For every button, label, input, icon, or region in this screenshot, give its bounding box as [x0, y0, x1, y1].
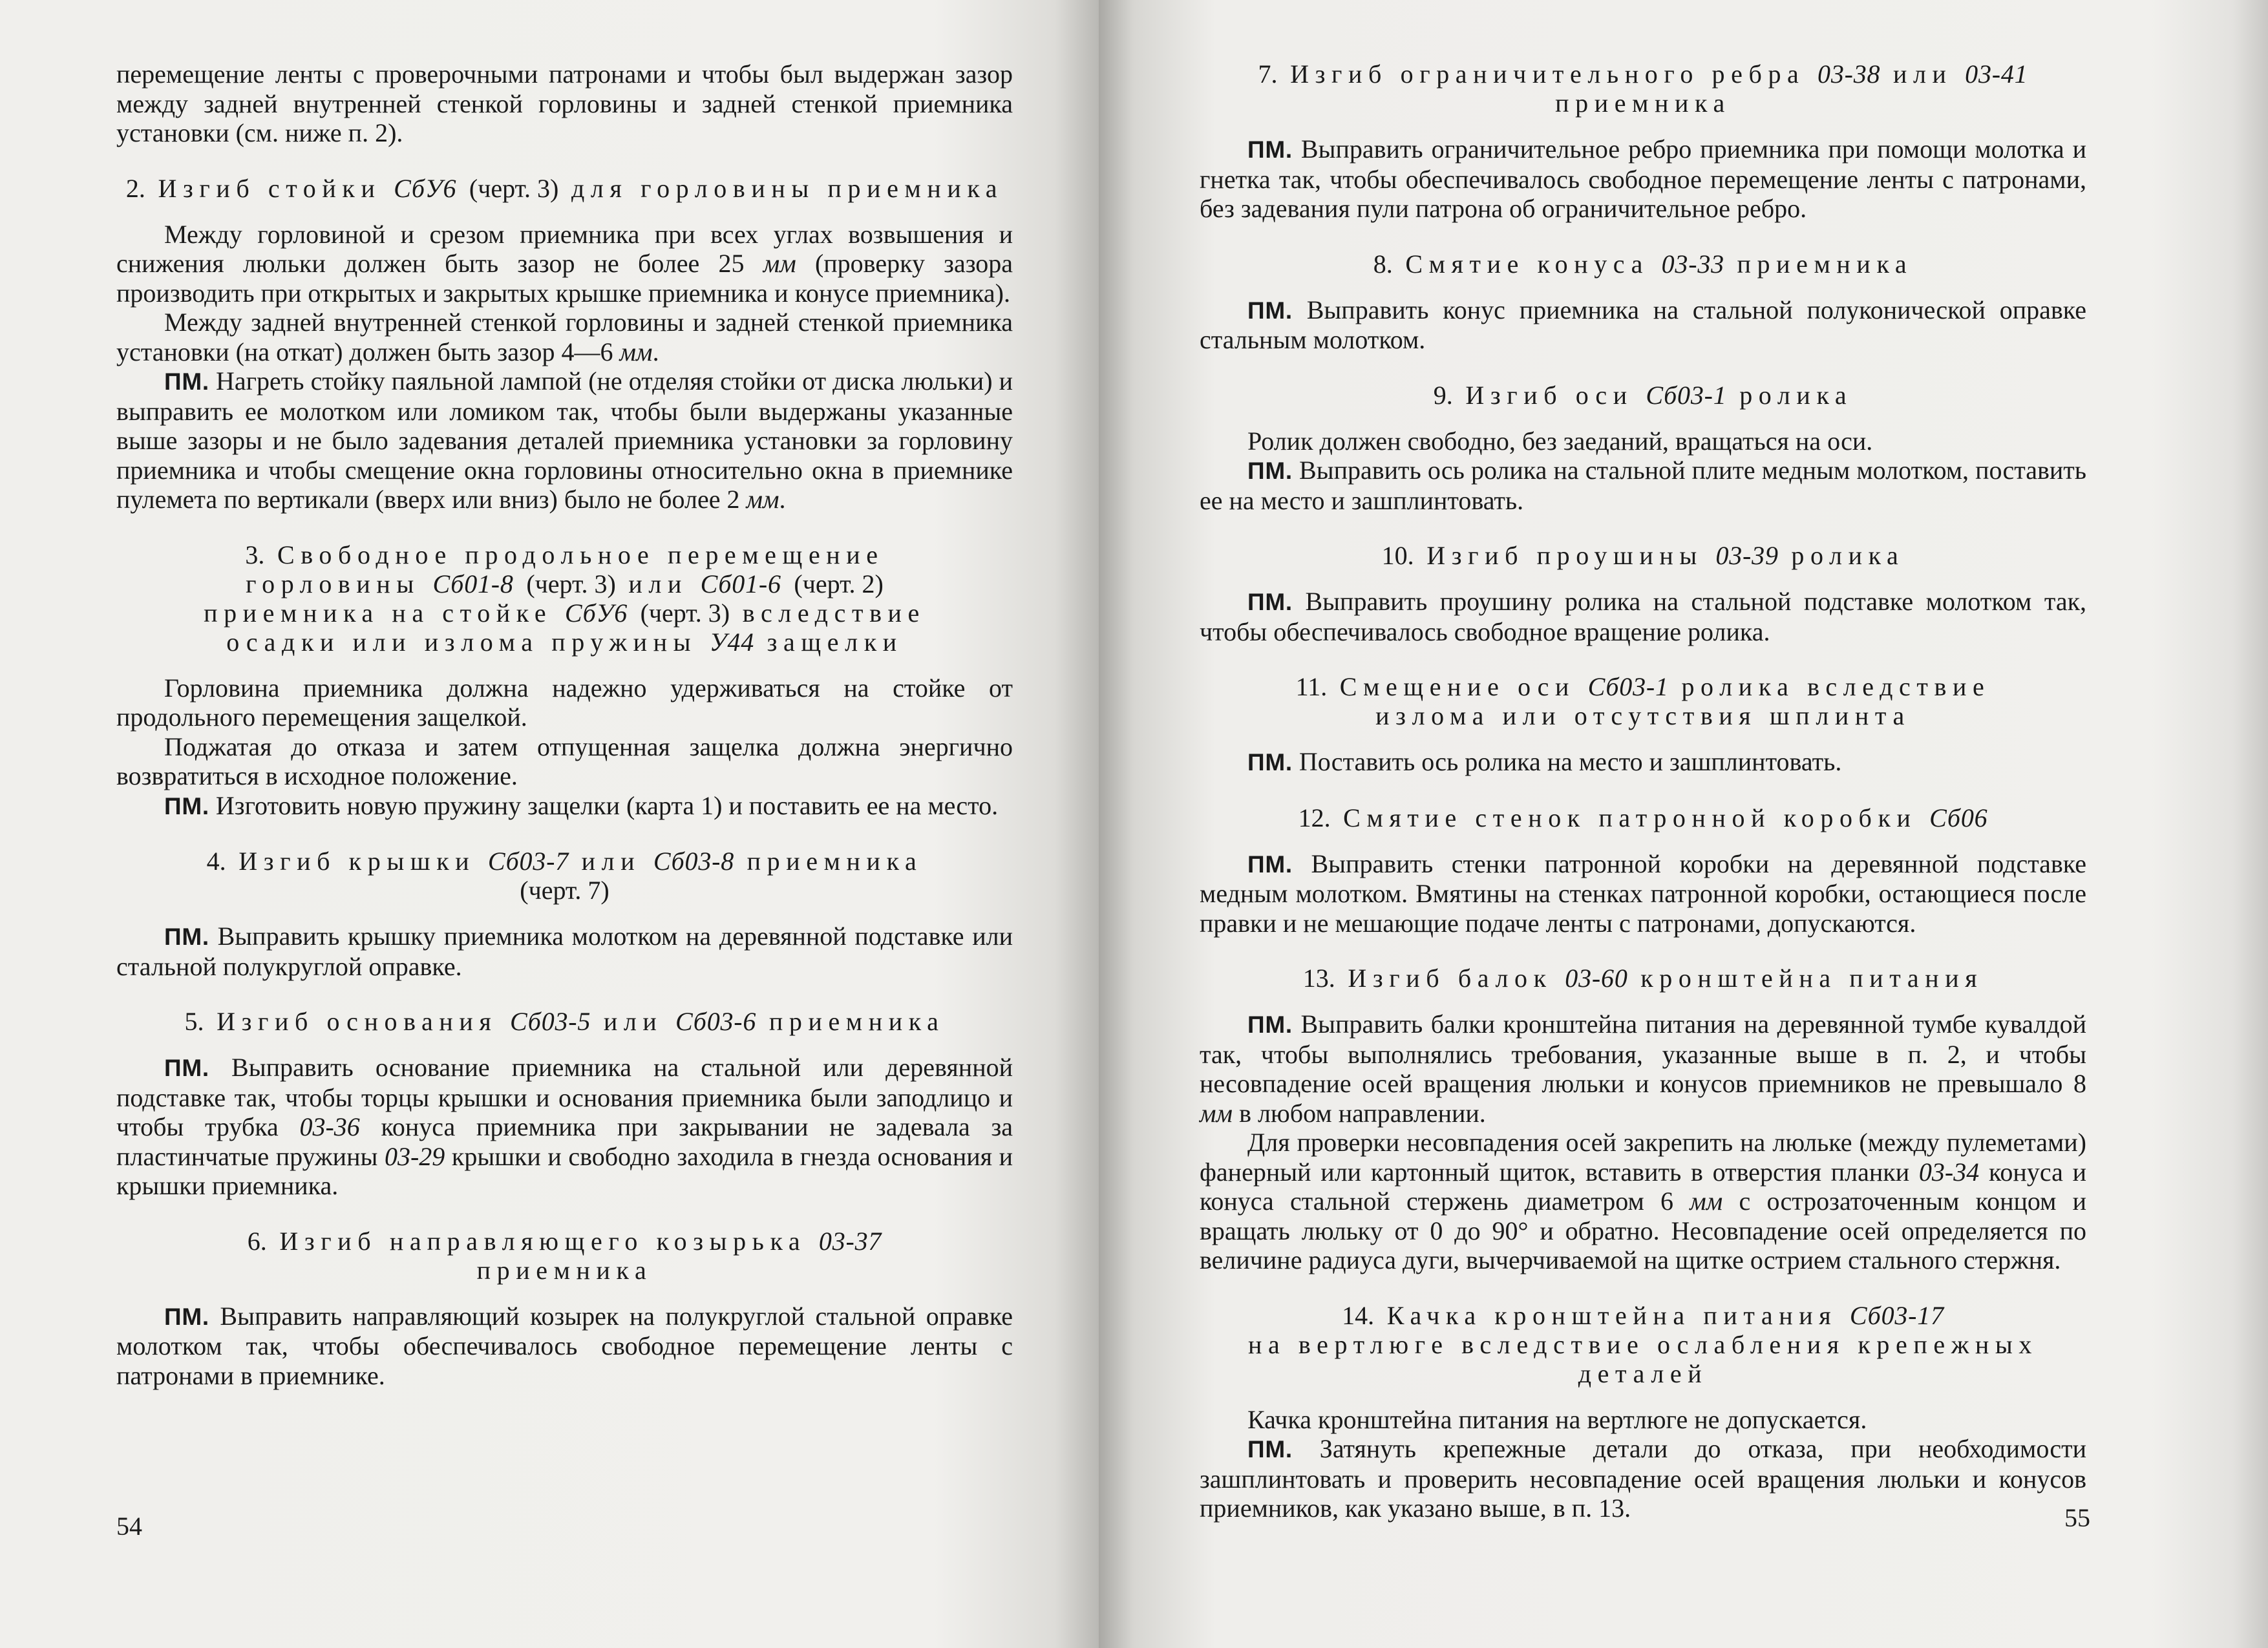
section-3-paragraph-2: Поджатая до отказа и затем отпущенная защелка должна энергично возвратиться в исходное положение.	[116, 732, 1013, 790]
section-14-heading: 14. Качка кронштейна питания Сб03-17 на вертлюге вследствие ослабления крепежных деталей	[1247, 1300, 2039, 1388]
section-5-heading: 5. Изгиб основания Сб03-5 или Сб03-6 приемника	[184, 1007, 945, 1036]
page-number-right: 55	[2064, 1503, 2090, 1532]
section-2-pm-paragraph: ПМ. Нагреть стойку паяльной лампой (не отделяя стойки от диска люльки) и выправить ее молотком или ломиком так, чтобы были выдержаны указанные выше зазоры и не было задевания деталей приемника установки за горловину приемника и чтобы смещение окна горловины относительно окна в приемнике пулемета по вертикали (вверх или вниз) было не более 2 мм.	[116, 366, 1013, 514]
section-2-heading: 2. Изгиб стойки СбУ6 (черт. 3) для горловины приемника	[125, 173, 1004, 203]
left-column	[116, 59, 1013, 1390]
page-number-left: 54	[116, 1512, 142, 1541]
section-6-heading: 6. Изгиб направляющего козырька 03-37 приемника	[247, 1226, 882, 1285]
section-13-heading: 13. Изгиб балок 03-60 кронштейна питания	[1302, 964, 1984, 993]
section-13-pm-paragraph: ПМ. Выправить балки кронштейна питания на деревянной тумбе кувалдой так, чтобы выполнялись требования, указанные выше в п. 2, и чтобы несовпадение осей вращения люльки и конусов приемников не превышало 8 мм в любом направлении.	[1200, 1009, 2087, 1128]
section-10-pm-paragraph: ПМ. Выправить проушину ролика на стальной подставке молотком так, чтобы обеспечивалось свободное вращение ролика.	[1200, 587, 2087, 646]
section-14-pm-paragraph: ПМ. Затянуть крепежные детали до отказа, при необходимости зашплинтовать и проверить несовпадение осей вращения люльки и конусов приемников, как указано выше, в п. 13.	[1200, 1434, 2087, 1523]
section-9-heading: 9. Изгиб оси Сб03-1 ролика	[1433, 380, 1853, 410]
section-7-heading: 7. Изгиб ограничительного ребра 03-38 или 03-41 приемника	[1258, 59, 2028, 118]
section-10-heading: 10. Изгиб проушины 03-39 ролика	[1381, 541, 1905, 570]
section-3-heading: 3. Свободное продольное перемещение горловины Сб01-8 (черт. 3) или Сб01-6 (черт. 2) приемника на стойке СбУ6 (черт. 3) вследствие осадки или излома пружины У44 защелки	[204, 540, 926, 657]
section-8-heading: 8. Смятие конуса 03-33 приемника	[1373, 249, 1913, 279]
section-9-pm-paragraph: ПМ. Выправить ось ролика на стальной плите медным молотком, поставить ее на место и зашплинтовать.	[1200, 456, 2087, 515]
section-14-paragraph-1: Качка кронштейна питания на вертлюге не допускается.	[1247, 1404, 1867, 1434]
right-page	[1099, 0, 2268, 1648]
section-13-paragraph-2: Для проверки несовпадения осей закрепить на люльке (между пулеметами) фанерный или картонный щиток, вставить в отверстия планки 03-34 конуса и конуса стальной стержень диаметром 6 мм с острозаточенным концом и вращать люльку от 0 до 90° и обратно. Несовпадение осей определяется по величине радиуса дуги, вычерчиваемой на щитке острием стального стержня.	[1200, 1128, 2087, 1274]
left-page	[0, 0, 1099, 1648]
section-4-heading: 4. Изгиб крышки Сб03-7 или Сб03-8 приемника (черт. 7)	[206, 847, 923, 905]
section-7-pm-paragraph: ПМ. Выправить ограничительное ребро приемника при помощи молотка и гнетка так, чтобы обеспечивалось свободное перемещение ленты с патронами, без задевания пули патрона об ограничительное ребро.	[1200, 134, 2086, 223]
section-12-heading: 12. Смятие стенок патронной коробки Сб06	[1298, 803, 1988, 832]
section-11-pm-paragraph: ПМ. Поставить ось ролика на место и зашплинтовать.	[1247, 747, 1842, 776]
section-8-pm-paragraph: ПМ. Выправить конус приемника на стальной полуконической оправке стальным молотком.	[1200, 295, 2086, 354]
section-2-paragraph-1: Между горловиной и срезом приемника при всех углах возвышения и снижения люльки должен быть зазор не более 25 мм (проверку зазора производить при открытых и закрытых крышке приемника и конусе приемника).	[116, 219, 1013, 308]
section-4-pm-paragraph: ПМ. Выправить крышку приемника молотком на деревянной подставке или стальной полукруглой оправке.	[116, 922, 1013, 981]
section-6-pm-paragraph: ПМ. Выправить направляющий козырек на полукруглой стальной оправке молотком так, чтобы обеспечивалось свободное перемещение ленты с патронами в приемнике.	[116, 1301, 1013, 1390]
section-5-pm-paragraph: ПМ. Выправить основание приемника на стальной или деревянной подставке так, чтобы торцы крышки и основания приемника были заподлицо и чтобы трубка 03-36 конуса приемника при закрывании не задевала за пластинчатые пружины 03-29 крышки и свободно заходила в гнезда основания и крышки приемника.	[116, 1053, 1013, 1200]
intro-paragraph: перемещение ленты с проверочными патронами и чтобы был выдержан зазор между задней внутренней стенкой горловины и задней стенкой приемника установки (см. ниже п. 2).	[116, 59, 1013, 147]
section-3-paragraph-1: Горловина приемника должна надежно удерживаться на стойке от продольного перемещения защелкой.	[116, 673, 1013, 732]
section-3-pm-paragraph: ПМ. Изготовить новую пружину защелки (карта 1) и поставить ее на место.	[164, 790, 999, 820]
section-9-paragraph-1: Ролик должен свободно, без заеданий, вращаться на оси.	[1247, 426, 1873, 456]
section-12-pm-paragraph: ПМ. Выправить стенки патронной коробки на деревянной подставке медным молотком. Вмятины на стенках патронной коробки, остающиеся после правки и не мешающие подаче ленты с патронами, допускаются.	[1200, 849, 2086, 938]
section-2-paragraph-2: Между задней внутренней стенкой горловины и задней стенкой приемника установки (на откат) должен быть зазор 4—6 мм.	[116, 308, 1013, 366]
section-11-heading: 11. Смещение оси Сб03-1 ролика вследствие излома или отсутствия шплинта	[1295, 672, 1991, 730]
right-column	[1200, 59, 2086, 1523]
